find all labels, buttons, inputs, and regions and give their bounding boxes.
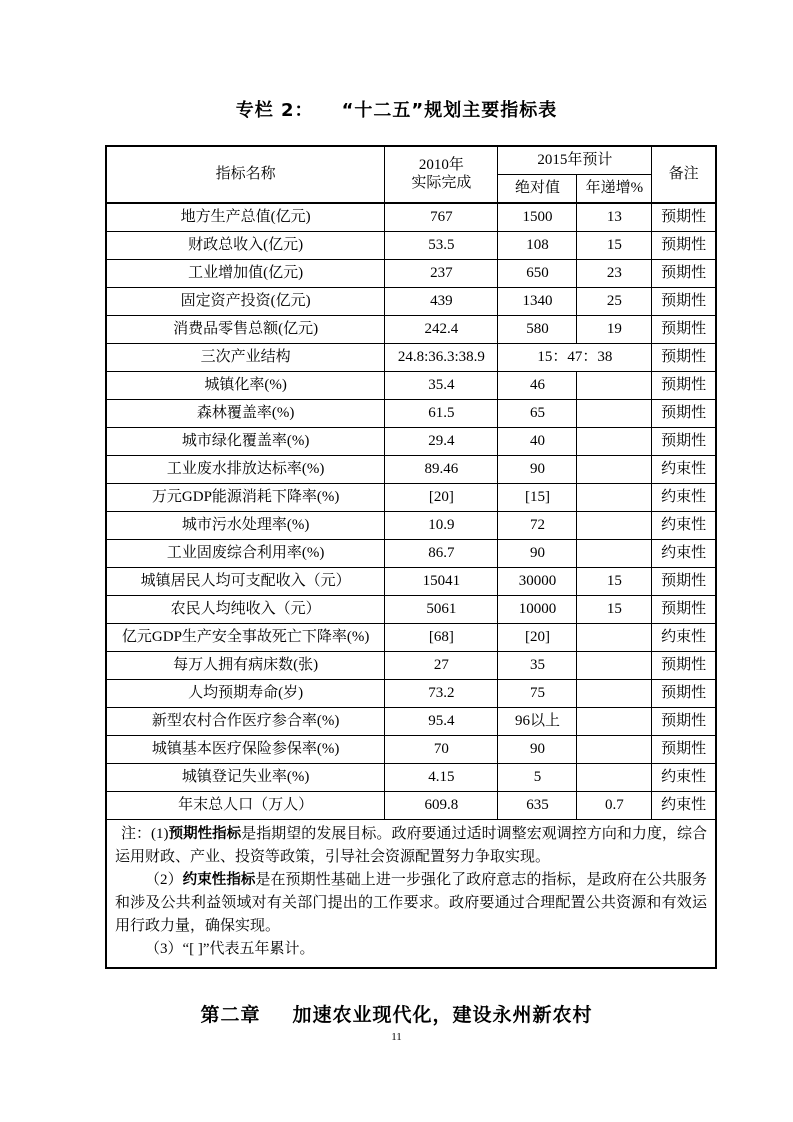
cell-remark: 约束性 — [652, 456, 715, 484]
cell-absolute: 10000 — [498, 596, 577, 624]
cell-remark: 约束性 — [652, 792, 715, 820]
note-text: （3）“[ ]”代表五年累计。 — [145, 941, 315, 957]
table-row — [107, 400, 715, 428]
cell-2010: 5061 — [385, 596, 498, 624]
cell-2015-merged: 15：47：38 — [498, 344, 652, 372]
cell-absolute: 1340 — [498, 288, 577, 316]
cell-2010: 70 — [385, 736, 498, 764]
cell-growth: 15 — [577, 232, 652, 260]
row-label: 消费品零售总额(亿元) — [107, 316, 385, 344]
header-2010 — [385, 147, 498, 203]
note-term-bold: 约束性指标 — [182, 872, 256, 888]
cell-absolute: 5 — [498, 764, 577, 792]
cell-2010: [68] — [385, 624, 498, 652]
cell-2010: 10.9 — [385, 512, 498, 540]
cell-absolute: 1500 — [498, 203, 577, 232]
cell-remark: 约束性 — [652, 484, 715, 512]
table-header — [107, 147, 715, 203]
note-paragraph — [115, 938, 707, 961]
row-label: 工业固废综合利用率(%) — [107, 540, 385, 568]
cell-growth: 23 — [577, 260, 652, 288]
row-label: 亿元GDP生产安全事故死亡下降率(%) — [107, 624, 385, 652]
cell-absolute: 72 — [498, 512, 577, 540]
cell-2010: 439 — [385, 288, 498, 316]
row-label: 固定资产投资(亿元) — [107, 288, 385, 316]
indicators-table-box — [105, 145, 717, 969]
cell-growth — [577, 400, 652, 428]
box-title-prefix: 专栏 2： — [235, 100, 314, 121]
row-label: 万元GDP能源消耗下降率(%) — [107, 484, 385, 512]
cell-2010: 767 — [385, 203, 498, 232]
table-row — [107, 652, 715, 680]
cell-absolute: 46 — [498, 372, 577, 400]
table-row — [107, 484, 715, 512]
chapter-heading — [0, 1000, 793, 1027]
header-remark: 备注 — [652, 147, 715, 203]
row-label: 地方生产总值(亿元) — [107, 203, 385, 232]
row-label: 工业增加值(亿元) — [107, 260, 385, 288]
cell-remark: 预期性 — [652, 596, 715, 624]
row-label: 森林覆盖率(%) — [107, 400, 385, 428]
cell-absolute: 650 — [498, 260, 577, 288]
box-title-main: “十二五”规划主要指标表 — [341, 100, 558, 121]
row-label: 新型农村合作医疗参合率(%) — [107, 708, 385, 736]
cell-2010: 24.8:36.3:38.9 — [385, 344, 498, 372]
table-row — [107, 792, 715, 820]
header-indicator: 指标名称 — [107, 147, 385, 203]
notes-section — [107, 820, 715, 967]
note-text: 是指期望的发展目标。政府要通过适时调整宏观调控方向和力度，综合运用财政、产业、投资等政策，引导社会资源配置努力争取实现。 — [115, 826, 707, 865]
cell-remark: 预期性 — [652, 344, 715, 372]
cell-growth — [577, 484, 652, 512]
indicators-table — [107, 147, 715, 820]
cell-remark: 预期性 — [652, 680, 715, 708]
cell-absolute: 40 — [498, 428, 577, 456]
cell-remark: 预期性 — [652, 260, 715, 288]
cell-growth — [577, 428, 652, 456]
row-label: 工业废水排放达标率(%) — [107, 456, 385, 484]
chapter-number: 第二章 — [200, 1004, 261, 1026]
cell-growth: 19 — [577, 316, 652, 344]
cell-2010: 73.2 — [385, 680, 498, 708]
table-row — [107, 344, 715, 372]
header-2010-line1: 2010年 — [418, 157, 464, 174]
cell-growth — [577, 736, 652, 764]
cell-2010: 95.4 — [385, 708, 498, 736]
indicators-table-body — [107, 203, 715, 820]
cell-remark: 预期性 — [652, 372, 715, 400]
cell-remark: 约束性 — [652, 540, 715, 568]
note-text: 注：(1) — [121, 826, 169, 842]
cell-absolute: 75 — [498, 680, 577, 708]
table-row — [107, 203, 715, 232]
table-row — [107, 512, 715, 540]
cell-2010: 53.5 — [385, 232, 498, 260]
note-text: 是在预期性基础上进一步强化了政府意志的指标，是政府在公共服务和涉及公共利益领域对有关部门提出的工作要求。政府要通过合理配置公共资源和有效运用行政力量，确保实现。 — [115, 872, 707, 934]
note-paragraph — [115, 869, 707, 938]
cell-absolute: 35 — [498, 652, 577, 680]
row-label: 城镇基本医疗保险参保率(%) — [107, 736, 385, 764]
note-text: （2） — [145, 872, 183, 888]
cell-growth — [577, 708, 652, 736]
box-title — [0, 96, 793, 122]
cell-remark: 预期性 — [652, 316, 715, 344]
cell-absolute: 635 — [498, 792, 577, 820]
cell-absolute: 108 — [498, 232, 577, 260]
cell-growth — [577, 764, 652, 792]
cell-2010: 89.46 — [385, 456, 498, 484]
table-row — [107, 568, 715, 596]
cell-remark: 预期性 — [652, 568, 715, 596]
cell-remark: 预期性 — [652, 428, 715, 456]
cell-growth — [577, 512, 652, 540]
row-label: 年末总人口（万人） — [107, 792, 385, 820]
cell-2010: 237 — [385, 260, 498, 288]
table-row — [107, 764, 715, 792]
cell-2010: 4.15 — [385, 764, 498, 792]
table-row — [107, 260, 715, 288]
table-row — [107, 428, 715, 456]
cell-remark: 预期性 — [652, 736, 715, 764]
cell-growth — [577, 624, 652, 652]
row-label: 城市污水处理率(%) — [107, 512, 385, 540]
row-label: 每万人拥有病床数(张) — [107, 652, 385, 680]
cell-absolute: 90 — [498, 456, 577, 484]
table-row — [107, 456, 715, 484]
cell-2010: 29.4 — [385, 428, 498, 456]
cell-absolute: 90 — [498, 736, 577, 764]
table-row — [107, 540, 715, 568]
cell-absolute: 96以上 — [498, 708, 577, 736]
cell-absolute: 65 — [498, 400, 577, 428]
cell-remark: 约束性 — [652, 512, 715, 540]
table-row — [107, 232, 715, 260]
cell-growth — [577, 456, 652, 484]
cell-2010: 15041 — [385, 568, 498, 596]
page-number: 11 — [391, 1031, 402, 1043]
cell-growth: 15 — [577, 596, 652, 624]
header-2015-group: 2015年预计 — [498, 147, 652, 175]
cell-remark: 预期性 — [652, 232, 715, 260]
cell-2010: 35.4 — [385, 372, 498, 400]
table-row — [107, 708, 715, 736]
table-row — [107, 288, 715, 316]
cell-remark: 约束性 — [652, 764, 715, 792]
row-label: 城市绿化覆盖率(%) — [107, 428, 385, 456]
cell-remark: 预期性 — [652, 708, 715, 736]
table-row — [107, 596, 715, 624]
cell-growth — [577, 372, 652, 400]
note-term-bold: 预期性指标 — [168, 826, 242, 842]
cell-absolute: 30000 — [498, 568, 577, 596]
cell-remark: 预期性 — [652, 288, 715, 316]
row-label: 三次产业结构 — [107, 344, 385, 372]
row-label: 人均预期寿命(岁) — [107, 680, 385, 708]
cell-remark: 约束性 — [652, 624, 715, 652]
header-annual-growth: 年递增% — [577, 175, 652, 204]
cell-growth: 13 — [577, 203, 652, 232]
note-paragraph — [115, 823, 707, 869]
chapter-title: 加速农业现代化，建设永州新农村 — [292, 1004, 593, 1026]
cell-growth: 25 — [577, 288, 652, 316]
cell-2010: 609.8 — [385, 792, 498, 820]
cell-growth — [577, 540, 652, 568]
row-label: 城镇居民人均可支配收入（元） — [107, 568, 385, 596]
cell-2010: [20] — [385, 484, 498, 512]
cell-growth: 0.7 — [577, 792, 652, 820]
cell-2010: 61.5 — [385, 400, 498, 428]
table-row — [107, 624, 715, 652]
table-row — [107, 316, 715, 344]
row-label: 财政总收入(亿元) — [107, 232, 385, 260]
cell-growth — [577, 652, 652, 680]
cell-absolute: 90 — [498, 540, 577, 568]
cell-remark: 预期性 — [652, 203, 715, 232]
cell-absolute: [15] — [498, 484, 577, 512]
cell-growth — [577, 680, 652, 708]
cell-2010: 27 — [385, 652, 498, 680]
table-row — [107, 680, 715, 708]
cell-2010: 86.7 — [385, 540, 498, 568]
table-row — [107, 736, 715, 764]
cell-absolute: [20] — [498, 624, 577, 652]
header-2010-line2: 实际完成 — [411, 174, 472, 191]
header-absolute: 绝对值 — [498, 175, 577, 204]
cell-2010: 242.4 — [385, 316, 498, 344]
table-row — [107, 372, 715, 400]
cell-growth: 15 — [577, 568, 652, 596]
row-label: 城镇登记失业率(%) — [107, 764, 385, 792]
cell-remark: 预期性 — [652, 652, 715, 680]
row-label: 农民人均纯收入（元） — [107, 596, 385, 624]
row-label: 城镇化率(%) — [107, 372, 385, 400]
cell-absolute: 580 — [498, 316, 577, 344]
cell-remark: 预期性 — [652, 400, 715, 428]
